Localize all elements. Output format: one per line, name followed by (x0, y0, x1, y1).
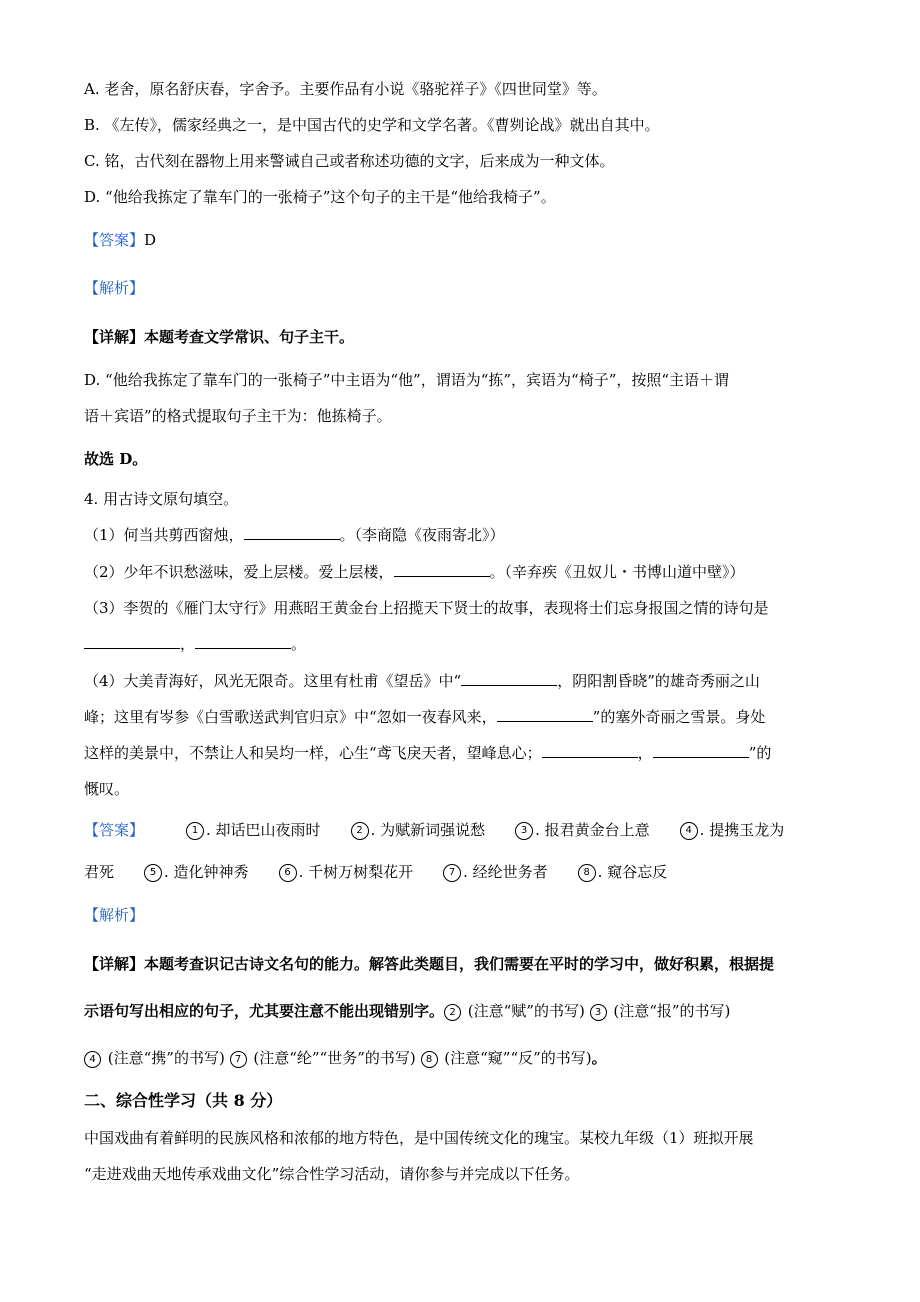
fill-blank (653, 742, 749, 758)
q4-item4-line2 (84, 706, 765, 728)
answer-item: . 报君黄金台上意 (535, 821, 650, 839)
q4-detail-line2 (84, 1000, 730, 1022)
item4-text: （4）大美青海好，风光无限奇。这里有杜甫《望岳》中“ (84, 672, 462, 690)
item2-text-b: 。（辛弃疾《丑奴儿・书博山道中壁》） (489, 563, 745, 581)
circled-number: 2 (444, 1004, 461, 1021)
answer-item: . 为赋新词强说愁 (370, 821, 486, 839)
fill-blank (195, 633, 291, 649)
circled-number: 8 (421, 1051, 438, 1068)
circled-number: 4 (680, 822, 698, 840)
item4-text: 峰；这里有岑参《白雪歌送武判官归京》中“忽如一夜春风来， (84, 708, 497, 726)
item2-text-a: （2）少年不识愁滋味，爱上层楼。爱上层楼， (84, 563, 394, 581)
q4-item3-line2 (84, 633, 306, 655)
answer-label: 【答案】 (84, 231, 145, 249)
answer-item: 君死 (84, 863, 115, 881)
q3-analysis-label: 【解析】 (84, 279, 145, 297)
item4-text: ”的塞外奇丽之雪景。身处 (592, 708, 766, 726)
q4-item1 (84, 524, 505, 546)
fill-blank (84, 633, 180, 649)
item1-text-b: 。（李商隐《夜雨寄北》） (339, 526, 505, 544)
circled-number: 3 (590, 1004, 607, 1021)
option-b: B. 《左传》，儒家经典之一，是中国古代的史学和文学名著。《曹刿论战》就出自其中。 (84, 116, 660, 134)
q4-answer-line2 (84, 861, 667, 883)
q3-explain-line1: D. “他给我拣定了靠车门的一张椅子”中主语为“他”，谓语为“拣”，宾语为“椅子”，按照“主语＋谓 (84, 371, 730, 389)
note-text: (注意“赋”的书写) (463, 1002, 590, 1020)
q3-explain-line2: 语＋宾语”的格式提取句子主干为：他拣椅子。 (84, 407, 392, 425)
circled-number: 4 (84, 1051, 101, 1068)
q4-answer-line1 (84, 819, 784, 841)
note-text: (注意“窥”“反”的书写) (439, 1049, 592, 1067)
fill-blank (542, 742, 638, 758)
q4-item3-line1: （3）李贺的《雁门太守行》用燕昭王黄金台上招揽天下贤士的故事，表现将士们忘身报国之情的诗句是 (84, 599, 769, 617)
answer-item: . 造化钟神秀 (164, 863, 249, 881)
answer-item: . 却话巴山夜雨时 (206, 821, 321, 839)
q4-analysis-label: 【解析】 (84, 906, 145, 924)
q3-conclusion: 故选 D。 (84, 450, 148, 468)
circled-number: 7 (443, 864, 461, 882)
section-intro-line1: 中国戏曲有着鲜明的民族风格和浓郁的地方特色，是中国传统文化的瑰宝。某校九年级（1）班拟开展 (84, 1129, 754, 1147)
detail-text: 本题考查文学常识、句子主干。 (144, 328, 355, 346)
note-text: (注意“携”的书写) (103, 1049, 230, 1067)
fill-blank (461, 670, 557, 686)
circled-number: 1 (186, 822, 204, 840)
circled-number: 6 (279, 864, 297, 882)
q4-detail-line1 (84, 953, 774, 975)
answer-item: . 窥谷忘反 (597, 863, 668, 881)
item4-text: ，阴阳割昏晓”的雄奇秀丽之山 (557, 672, 760, 690)
item4-text: ”的 (748, 744, 772, 762)
section-intro-line2: “走进戏曲天地传承戏曲文化”综合性学习活动，请你参与并完成以下任务。 (84, 1165, 580, 1183)
fill-blank (244, 524, 340, 540)
answer-item: . 提携玉龙为 (699, 821, 785, 839)
q4-title: 4. 用古诗文原句填空。 (84, 490, 239, 508)
note-text: (注意“报”的书写) (608, 1002, 731, 1020)
option-d: D. “他给我拣定了靠车门的一张椅子”这个句子的主干是“他给我椅子”。 (84, 188, 556, 206)
q3-answer (84, 229, 156, 251)
q4-item4-line4: 慨叹。 (84, 780, 130, 798)
q4-item4-line1 (84, 670, 760, 692)
separator: ， (637, 744, 653, 762)
fill-blank (394, 561, 490, 577)
option-c: C. 铭，古代刻在器物上用来警诫自己或者称述功德的文字，后来成为一种文体。 (84, 152, 615, 170)
q4-item4-line3 (84, 742, 771, 764)
circled-number: 2 (351, 822, 369, 840)
circled-number: 7 (230, 1051, 247, 1068)
answer-item: . 千树万树梨花开 (298, 863, 414, 881)
period: 。 (591, 1049, 607, 1067)
answer-label: 【答案】 (84, 821, 145, 839)
item4-text: 这样的美景中，不禁让人和吴均一样，心生“鸢飞戾天者，望峰息心； (84, 744, 542, 762)
detail-label: 【详解】 (84, 955, 145, 973)
answer-item: . 经纶世务者 (463, 863, 548, 881)
note-text: (注意“纶”“世务”的书写) (248, 1049, 421, 1067)
detail-text: 本题考查识记古诗文名句的能力。解答此类题目，我们需要在平时的学习中，做好积累，根据提 (144, 955, 775, 973)
circled-number: 8 (578, 864, 596, 882)
fill-blank (497, 706, 593, 722)
detail-text: 示语句写出相应的句子，尤其要注意不能出现错别字。 (84, 1002, 445, 1020)
separator: ， (180, 635, 196, 653)
item1-text-a: （1）何当共剪西窗烛， (84, 526, 244, 544)
q4-detail-line3 (84, 1047, 607, 1069)
detail-label: 【详解】 (84, 328, 145, 346)
option-a: A. 老舍，原名舒庆春，字舍予。主要作品有小说《骆驼祥子》《四世同堂》等。 (84, 80, 607, 98)
period: 。 (291, 635, 307, 653)
q3-detail (84, 326, 354, 348)
circled-number: 3 (515, 822, 533, 840)
q4-item2 (84, 561, 745, 583)
answer-value: D (144, 231, 157, 249)
circled-number: 5 (144, 864, 162, 882)
section-heading: 二、综合性学习（共 8 分） (84, 1091, 283, 1110)
